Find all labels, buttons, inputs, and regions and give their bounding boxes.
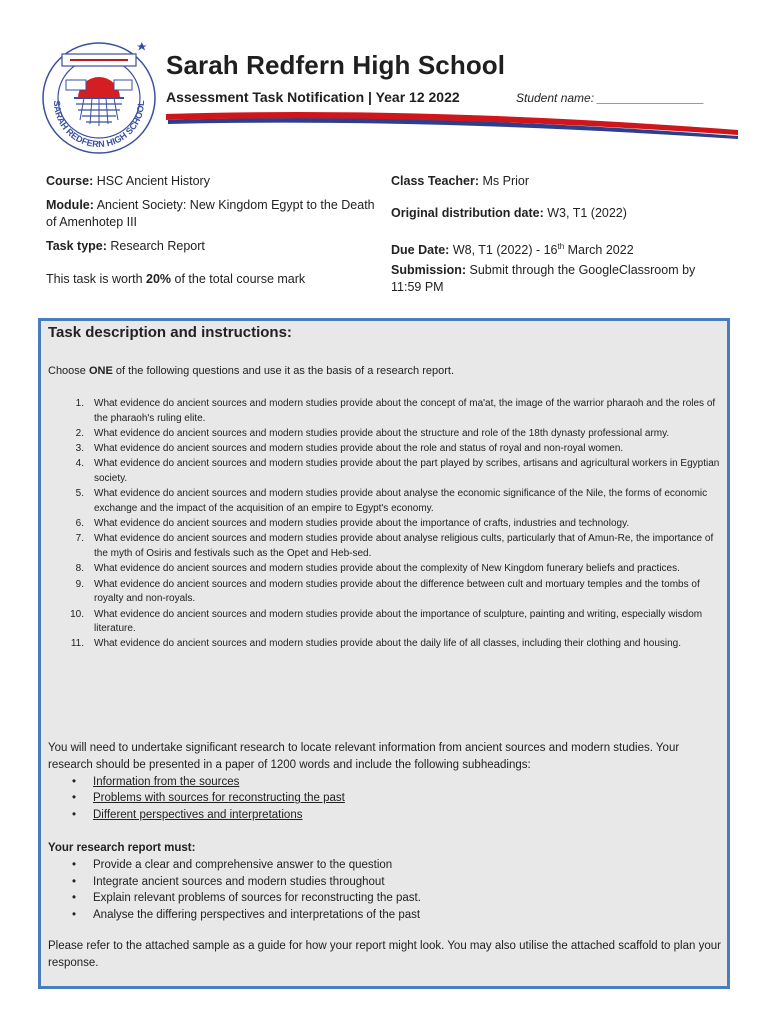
task-intro: [48, 365, 454, 377]
submission-info: [391, 262, 726, 296]
distribution-value: W3, T1 (2022): [543, 206, 627, 220]
task-description-title: Task description and instructions:: [48, 324, 292, 341]
question-text: What evidence do ancient sources and modern studies provide about analyse religious cults, particularly that of Amun-Re, the importance of the myth of Osiris and festivals such as the Opet and Heb-sed.: [94, 533, 714, 560]
subheading-item: [48, 790, 724, 807]
due-value-month: March 2022: [564, 243, 634, 258]
distribution-label: Original distribution date:: [391, 206, 544, 220]
question-item: [48, 487, 724, 516]
module-value: Ancient Society: New Kingdom Egypt to the Death of Amenhotep III: [46, 198, 375, 229]
notification-subtitle: Assessment Task Notification | Year 12 2022: [166, 89, 460, 105]
subheading-text: Different perspectives and interpretations: [93, 809, 303, 822]
question-item: [48, 427, 724, 442]
question-item: [48, 397, 724, 426]
requirements-list: [48, 857, 724, 924]
worth-percentage: 20%: [146, 272, 172, 286]
report-requirements: [48, 840, 724, 924]
worth-text: This task is worth: [46, 272, 147, 286]
requirements-heading: Your research report must:: [48, 842, 196, 854]
question-number: 7.: [75, 533, 84, 545]
bullet: •: [72, 809, 77, 822]
subheading-text: Information from the sources: [93, 775, 240, 788]
question-number: 9.: [75, 578, 84, 590]
question-item: [48, 457, 724, 486]
question-number: 2.: [75, 427, 84, 439]
question-item: [48, 517, 724, 532]
question-text: What evidence do ancient sources and modern studies provide about the difference between cult and mortuary temples and the tombs of royalty and non-royals.: [94, 578, 700, 605]
question-text: What evidence do ancient sources and modern studies provide about the importance of crafts, industries and technology.: [94, 518, 630, 530]
question-item: [48, 578, 724, 607]
worth-info: [46, 271, 376, 288]
task-type-value: Research Report: [106, 239, 205, 253]
school-name: Sarah Redfern High School: [166, 50, 506, 80]
question-number: 8.: [75, 563, 84, 575]
bullet: •: [72, 892, 77, 905]
question-text: What evidence do ancient sources and modern studies provide about analyse the economic significance of the Nile, the forms of economic exchange and the impact of the acquisition of an empire to Egypt's economy.: [94, 488, 708, 514]
requirement-text: Explain relevant problems of sources for reconstructing the past.: [93, 892, 421, 905]
question-number: 3.: [75, 443, 84, 455]
bullet: •: [72, 775, 77, 788]
bullet: •: [72, 792, 77, 805]
module-info: [46, 197, 384, 231]
task-type-info: [46, 238, 376, 255]
question-number: 6.: [75, 518, 84, 530]
question-number: 4.: [75, 458, 84, 470]
requirement-item: [48, 857, 724, 874]
logo-text: SARAH REDFERN HIGH SCHOOL: [51, 100, 147, 150]
question-item: [48, 637, 724, 652]
course-label: Course:: [46, 174, 94, 188]
question-text: What evidence do ancient sources and modern studies provide about the daily life of all classes, including their clothing and housing.: [94, 638, 682, 650]
question-text: What evidence do ancient sources and modern studies provide about the part played by scribes, artisans and agricultural workers in Egyptian society.: [94, 458, 720, 485]
research-instructions: [48, 740, 724, 824]
subheading-item: [48, 774, 724, 791]
intro-text: Choose: [48, 365, 89, 377]
requirement-text: Provide a clear and comprehensive answer to the question: [93, 858, 393, 871]
due-value: W8, T1 (2022) - 16: [449, 243, 558, 258]
requirement-item: [48, 907, 724, 924]
question-text: What evidence do ancient sources and modern studies provide about the structure and role of the 18th dynasty professional army.: [94, 427, 670, 439]
question-text: What evidence do ancient sources and modern studies provide about the concept of ma'at, the image of the warrior pharaoh and the roles of the pharaoh's ruling elite.: [94, 398, 716, 424]
bullet: •: [72, 858, 77, 871]
worth-text-end: of the total course mark: [171, 272, 306, 286]
question-number: 1.: [75, 398, 84, 409]
due-value-superscript: th: [557, 242, 565, 251]
task-type-label: Task type:: [46, 239, 107, 253]
question-text: What evidence do ancient sources and modern studies provide about the complexity of New Kingdom funerary beliefs and practices.: [94, 563, 680, 575]
course-value: HSC Ancient History: [93, 174, 210, 188]
question-text: What evidence do ancient sources and modern studies provide about the importance of sculpture, painting and writing, especially wisdom literature.: [94, 608, 703, 635]
requirement-item: [48, 874, 724, 891]
question-number: 5.: [75, 488, 84, 500]
question-item: [48, 608, 724, 637]
question-list: [48, 397, 724, 653]
header-swoosh-decoration: [160, 108, 740, 142]
teacher-label: Class Teacher:: [391, 174, 480, 188]
subheading-item: [48, 807, 724, 824]
due-date-info: [391, 238, 731, 259]
subheading-text: Problems with sources for reconstructing the past: [93, 792, 345, 805]
requirement-text: Integrate ancient sources and modern studies throughout: [93, 875, 385, 888]
bullet: •: [72, 909, 77, 922]
research-text: You will need to undertake significant research to locate relevant information from ancient sources and modern studies. Your research should be presented in a paper of 1200 words and include the following subheadings:: [48, 742, 680, 771]
subheading-list: [48, 774, 724, 824]
student-name-field: Student name: ________________: [516, 91, 705, 105]
teacher-value: Ms Prior: [479, 174, 530, 188]
question-item: [48, 442, 724, 457]
submission-label: Submission:: [391, 263, 467, 277]
question-item: [48, 562, 724, 577]
question-item: [48, 532, 724, 561]
intro-emphasis: ONE: [88, 365, 113, 377]
question-number: 10.: [70, 608, 84, 620]
due-label: Due Date:: [391, 243, 450, 258]
school-crest-logo: [40, 40, 158, 156]
question-number: 11.: [70, 638, 84, 650]
question-text: What evidence do ancient sources and modern studies provide about the role and status of royal and non-royal women.: [94, 443, 624, 455]
module-label: Module:: [46, 198, 94, 212]
teacher-info: [391, 173, 731, 190]
requirement-item: [48, 890, 724, 907]
distribution-info: [391, 205, 731, 222]
bullet: •: [72, 875, 77, 888]
requirement-text: Analyse the differing perspectives and interpretations of the past: [93, 909, 421, 922]
closing-note: Please refer to the attached sample as a guide for how your report might look. You may also utilise the attached scaffold to plan your response.: [48, 940, 721, 969]
submission-value: Submit through the GoogleClassroom by 11:59 PM: [391, 263, 696, 294]
intro-text-end: of the following questions and use it as the basis of a research report.: [112, 365, 455, 377]
task-description-box: [38, 318, 730, 989]
course-info: [46, 173, 376, 190]
